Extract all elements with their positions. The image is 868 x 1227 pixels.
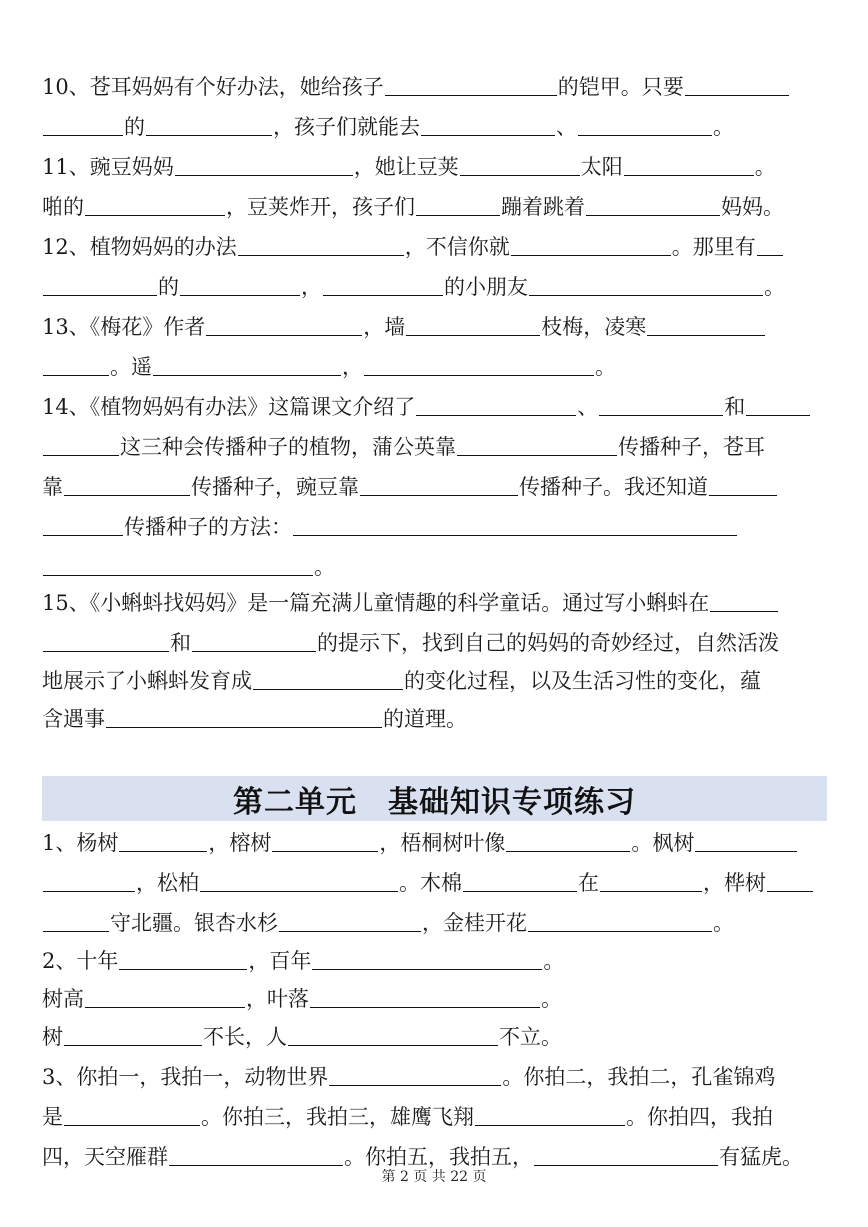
fill-in-blank[interactable] xyxy=(463,869,577,892)
text-line xyxy=(42,466,826,500)
line-text: 不立。 xyxy=(499,1025,562,1049)
line-text: 的提示下，找到自己的妈妈的奇妙经过，自然活泼 xyxy=(317,631,779,655)
line-text: 13、《梅花》作者 xyxy=(42,315,206,339)
fill-in-blank[interactable] xyxy=(169,1143,343,1166)
line-text: 树高 xyxy=(42,987,84,1011)
line-text: ， xyxy=(301,275,322,299)
fill-in-blank[interactable] xyxy=(323,273,443,296)
line-text: ，榕树 xyxy=(208,831,272,855)
fill-in-blank[interactable] xyxy=(85,985,245,1008)
line-text: 、 xyxy=(577,395,599,419)
line-text: 和 xyxy=(170,631,191,655)
line-text: ，她让豆荚 xyxy=(353,155,459,179)
fill-in-blank[interactable] xyxy=(119,829,207,852)
fill-in-blank[interactable] xyxy=(310,985,540,1008)
page-footer: 第 2 页 共 22 页 xyxy=(381,1169,487,1185)
fill-in-blank[interactable] xyxy=(406,313,540,336)
line-text: 这三种会传播种子的植物，蒲公英靠 xyxy=(120,435,456,459)
line-text: 。 xyxy=(713,911,734,935)
text-line xyxy=(42,546,826,580)
line-text: ，金桂开花 xyxy=(422,911,527,935)
line-text: 的 xyxy=(124,115,145,139)
line-text: 3、你拍一，我拍一，动物世界 xyxy=(42,1065,329,1089)
text-line xyxy=(42,1096,826,1130)
line-text: 地展示了小蝌蚪发育成 xyxy=(42,669,252,693)
fill-in-blank[interactable] xyxy=(647,313,765,336)
line-text: 传播种子。我还知道 xyxy=(519,475,708,499)
fill-in-blank[interactable] xyxy=(200,869,398,892)
line-text: 12、植物妈妈的办法 xyxy=(42,235,237,259)
line-text: 含遇事 xyxy=(42,707,105,731)
fill-in-blank[interactable] xyxy=(43,113,123,136)
line-text: 。枫树 xyxy=(631,831,695,855)
fill-in-blank[interactable] xyxy=(757,233,783,256)
line-text: 有猛虎。 xyxy=(719,1145,803,1169)
fill-in-blank[interactable] xyxy=(43,909,109,932)
fill-in-blank[interactable] xyxy=(64,473,190,496)
fill-in-blank[interactable] xyxy=(253,667,403,690)
text-line xyxy=(42,226,826,260)
line-text: 11、豌豆妈妈 xyxy=(42,155,174,179)
text-line xyxy=(42,1056,826,1090)
text-line xyxy=(42,978,826,1012)
fill-in-blank[interactable] xyxy=(767,869,813,892)
line-text: 。你拍二，我拍二，孔雀锦鸡 xyxy=(502,1065,776,1089)
text-line xyxy=(42,862,826,896)
text-line xyxy=(42,660,826,694)
text-line xyxy=(42,146,826,180)
line-text: 10、苍耳妈妈有个好办法，她给孩子 xyxy=(42,75,384,99)
fill-in-blank[interactable] xyxy=(43,869,135,892)
text-line xyxy=(42,582,826,616)
line-text: ，不信你就 xyxy=(404,235,510,259)
fill-in-blank[interactable] xyxy=(364,353,594,376)
text-line xyxy=(42,186,826,220)
line-text: 是 xyxy=(42,1105,63,1129)
line-text: 树 xyxy=(42,1025,63,1049)
line-text: 。遥 xyxy=(110,355,152,379)
line-text: 。你拍四，我拍 xyxy=(626,1105,773,1129)
fill-in-blank[interactable] xyxy=(710,589,778,612)
line-text: ，孩子们就能去 xyxy=(273,115,420,139)
fill-in-blank[interactable] xyxy=(416,393,576,416)
fill-in-blank[interactable] xyxy=(457,433,617,456)
fill-in-blank[interactable] xyxy=(534,1143,718,1166)
fill-in-blank[interactable] xyxy=(206,313,362,336)
line-text: 和 xyxy=(724,395,746,419)
line-text: ，桦树 xyxy=(703,871,766,895)
fill-in-blank[interactable] xyxy=(180,273,300,296)
line-text: 。 xyxy=(713,115,734,139)
fill-in-blank[interactable] xyxy=(746,393,810,416)
fill-in-blank[interactable] xyxy=(43,273,157,296)
fill-in-blank[interactable] xyxy=(709,473,777,496)
text-line xyxy=(42,940,826,974)
fill-in-blank[interactable] xyxy=(695,829,797,852)
text-line xyxy=(42,266,826,300)
fill-in-blank[interactable] xyxy=(43,513,123,536)
text-line xyxy=(42,822,826,856)
line-text: ，百年 xyxy=(248,949,312,973)
text-line xyxy=(42,698,826,732)
line-text: 的铠甲。只要 xyxy=(557,75,684,99)
text-line xyxy=(42,1136,826,1170)
fill-in-blank[interactable] xyxy=(385,73,557,96)
text-line xyxy=(42,306,826,340)
fill-in-blank[interactable] xyxy=(293,513,737,536)
line-text: 。 xyxy=(543,949,565,973)
section-heading-banner xyxy=(42,776,827,821)
fill-in-blank[interactable] xyxy=(272,829,378,852)
line-text: 靠 xyxy=(42,475,63,499)
fill-in-blank[interactable] xyxy=(586,193,720,216)
fill-in-blank[interactable] xyxy=(624,153,754,176)
text-line xyxy=(42,506,826,540)
section-heading: 第二单元 基础知识专项练习 xyxy=(233,784,636,820)
fill-in-blank[interactable] xyxy=(238,233,404,256)
fill-in-blank[interactable] xyxy=(119,947,247,970)
fill-in-blank[interactable] xyxy=(85,193,225,216)
line-text: 的变化过程，以及生活习性的变化，蕴 xyxy=(404,669,761,693)
line-text: 。 xyxy=(595,355,616,379)
fill-in-blank[interactable] xyxy=(511,233,671,256)
line-text: 15、《小蝌蚪找妈妈》是一篇充满儿童情趣的科学童话。通过写小蝌蚪在 xyxy=(42,591,710,615)
fill-in-blank[interactable] xyxy=(146,113,272,136)
fill-in-blank[interactable] xyxy=(578,113,712,136)
line-text: ，梧桐树叶像 xyxy=(379,831,506,855)
line-text: 的道理。 xyxy=(383,707,467,731)
line-text: 1、杨树 xyxy=(42,831,119,855)
text-line xyxy=(42,66,826,100)
text-line xyxy=(42,106,826,140)
text-line xyxy=(42,1016,826,1050)
line-text: ，墙 xyxy=(363,315,406,339)
fill-in-blank[interactable] xyxy=(460,153,580,176)
text-line xyxy=(42,426,826,460)
line-text: 、 xyxy=(556,115,577,139)
fill-in-blank[interactable] xyxy=(599,393,723,416)
line-text: 。 xyxy=(314,555,335,579)
fill-in-blank[interactable] xyxy=(43,433,119,456)
line-text: 。 xyxy=(541,987,562,1011)
line-text: ，松柏 xyxy=(136,871,199,895)
fill-in-blank[interactable] xyxy=(421,113,555,136)
text-line xyxy=(42,622,826,656)
line-text: 。那里有 xyxy=(671,235,756,259)
text-line xyxy=(42,902,826,936)
line-text: 传播种子的方法： xyxy=(124,515,292,539)
fill-in-blank[interactable] xyxy=(43,353,109,376)
fill-in-blank[interactable] xyxy=(106,705,382,728)
fill-in-blank[interactable] xyxy=(288,1023,498,1046)
fill-in-blank[interactable] xyxy=(528,909,712,932)
fill-in-blank[interactable] xyxy=(329,1063,501,1086)
fill-in-blank[interactable] xyxy=(506,829,630,852)
text-line xyxy=(42,346,826,380)
fill-in-blank[interactable] xyxy=(153,353,341,376)
line-text: 啪的 xyxy=(42,195,84,219)
line-text: 守北疆。银杏水杉 xyxy=(110,911,278,935)
fill-in-blank[interactable] xyxy=(43,553,313,576)
fill-in-blank[interactable] xyxy=(64,1023,202,1046)
line-text: 四，天空雁群 xyxy=(42,1145,168,1169)
fill-in-blank[interactable] xyxy=(175,153,353,176)
text-line xyxy=(42,386,826,420)
line-text: ，叶落 xyxy=(246,987,309,1011)
fill-in-blank[interactable] xyxy=(416,193,500,216)
line-text: 。你拍三，我拍三，雄鹰飞翔 xyxy=(201,1105,474,1129)
line-text: 。 xyxy=(754,155,776,179)
line-text: 的小朋友 xyxy=(444,275,528,299)
fill-in-blank[interactable] xyxy=(192,629,316,652)
line-text: 。 xyxy=(764,275,785,299)
line-text: 。你拍五，我拍五， xyxy=(344,1145,533,1169)
line-text: 传播种子，苍耳 xyxy=(618,435,765,459)
line-text: 。木棉 xyxy=(399,871,462,895)
line-text: 2、十年 xyxy=(42,949,119,973)
line-text: 的 xyxy=(158,275,179,299)
fill-in-blank[interactable] xyxy=(279,909,421,932)
line-text: ， xyxy=(342,355,363,379)
fill-in-blank[interactable] xyxy=(529,273,763,296)
line-text: ，豆荚炸开，孩子们 xyxy=(226,195,415,219)
line-text: 妈妈。 xyxy=(721,195,784,219)
line-text: 不长，人 xyxy=(203,1025,287,1049)
line-text: 蹦着跳着 xyxy=(501,195,585,219)
fill-in-blank[interactable] xyxy=(475,1103,625,1126)
fill-in-blank[interactable] xyxy=(685,73,789,96)
line-text: 传播种子，豌豆靠 xyxy=(191,475,359,499)
fill-in-blank[interactable] xyxy=(43,629,169,652)
fill-in-blank[interactable] xyxy=(312,947,542,970)
fill-in-blank[interactable] xyxy=(600,869,702,892)
line-text: 太阳 xyxy=(580,155,623,179)
fill-in-blank[interactable] xyxy=(64,1103,200,1126)
line-text: 14、《植物妈妈有办法》这篇课文介绍了 xyxy=(42,395,416,419)
line-text: 枝梅，凌寒 xyxy=(541,315,647,339)
fill-in-blank[interactable] xyxy=(360,473,518,496)
line-text: 在 xyxy=(578,871,599,895)
